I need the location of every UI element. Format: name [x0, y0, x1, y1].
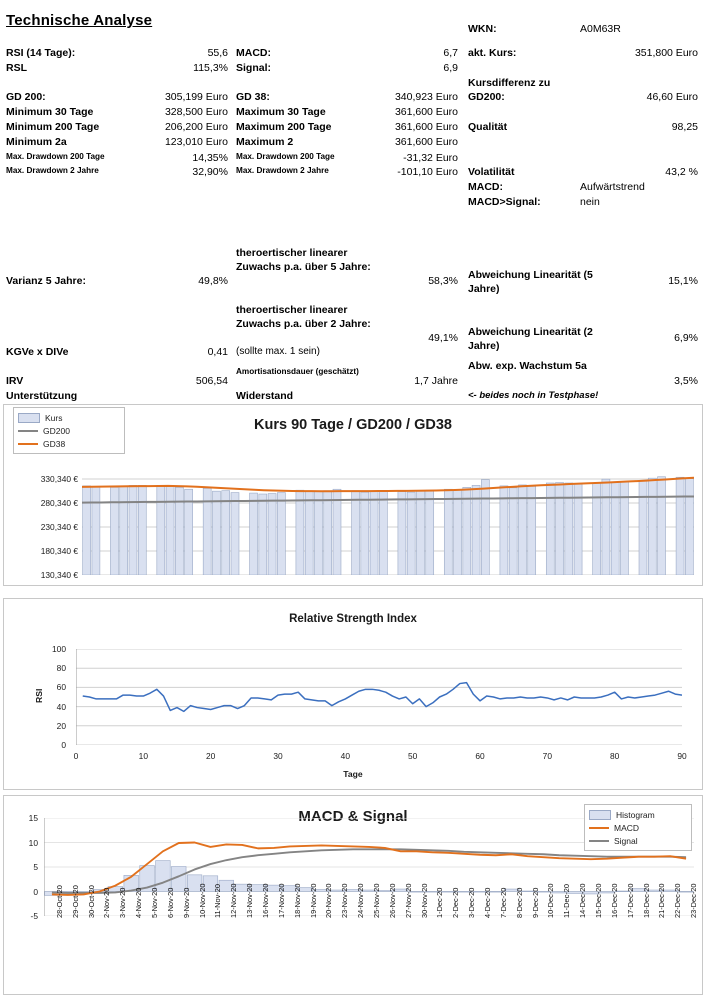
- chart-macd-date-label: 24-Nov-20: [356, 883, 366, 918]
- value-lin-growth-5y: 58,3%: [428, 275, 458, 287]
- chart-macd-date-label: 9-Nov-20: [181, 887, 191, 918]
- bar-swatch-icon: [589, 810, 611, 820]
- label-kgve-dive: KGVe x DIVe: [6, 346, 69, 358]
- label-volatilitaet: Volatilität: [468, 166, 515, 178]
- label-kursdiff-gd200: GD200:: [468, 91, 505, 103]
- chart-macd-date-label: 13-Nov-20: [245, 883, 255, 918]
- value-max-dd-200: -31,32 Euro: [403, 152, 458, 164]
- value-lin-growth-2y: 49,1%: [428, 332, 458, 344]
- chart-macd-date-label: 26-Nov-20: [387, 883, 397, 918]
- chart-kurs-y-tick: 330,340 €: [40, 474, 78, 484]
- chart-macd-title: MACD & Signal: [298, 808, 408, 825]
- chart-macd-date-label: 21-Dec-20: [657, 883, 667, 918]
- chart-rsi-x-tick: 30: [273, 751, 283, 761]
- value-abw-lin-2y: 6,9%: [674, 332, 698, 344]
- legend-label-macd: MACD: [614, 822, 640, 833]
- label-gd200: GD 200:: [6, 91, 46, 103]
- chart-rsi-x-tick: 40: [340, 751, 350, 761]
- chart-rsi-y-tick: 0: [61, 740, 66, 750]
- chart-rsi-x-tick: 60: [475, 751, 485, 761]
- label-wkn: WKN:: [468, 23, 497, 35]
- label-max-dd-2j: Max. Drawdown 2 Jahre: [236, 166, 329, 175]
- chart-macd-date-label: 16-Nov-20: [261, 883, 271, 918]
- chart-macd-date-label: 27-Nov-20: [403, 883, 413, 918]
- legend-item-histogram[interactable]: [589, 808, 685, 821]
- label-qualitaet: Qualität: [468, 121, 508, 133]
- label-abw-lin-5y: Abweichung Linearität (5 Jahre): [468, 269, 593, 295]
- chart-macd-y-tick: 15: [28, 813, 38, 823]
- chart-macd-legend[interactable]: [584, 804, 692, 851]
- chart-macd-date-label: 4-Nov-20: [134, 887, 144, 918]
- value-kgve-dive: 0,41: [207, 346, 228, 358]
- value-min-200: 206,200 Euro: [164, 121, 228, 133]
- chart-macd-date-label: 30-Oct-20: [86, 885, 96, 918]
- legend-item-macd[interactable]: [589, 821, 685, 834]
- label-lin-growth-5y: theroertischer linearer Zuwachs p.a. über 5 Jahre:: [236, 247, 371, 273]
- value-min-2a: 123,010 Euro: [164, 136, 228, 148]
- chart-macd-y-tick: -5: [30, 911, 38, 921]
- chart-macd-y-tick: 10: [28, 837, 38, 848]
- label-min-2a: Minimum 2a: [6, 136, 67, 148]
- chart-kurs-plot-area[interactable]: [82, 467, 694, 575]
- value-irv: 506,54: [195, 375, 228, 387]
- legend-label-kurs: Kurs: [45, 412, 63, 423]
- chart-rsi[interactable]: [3, 598, 703, 790]
- chart-macd-date-label: 25-Nov-20: [372, 883, 381, 918]
- chart-kurs-y-tick: 230,340 €: [40, 522, 78, 532]
- value-max-30: 361,600 Euro: [394, 106, 458, 118]
- chart-macd-date-label: 6-Nov-20: [165, 887, 175, 918]
- chart-kurs-title: Kurs 90 Tage / GD200 / GD38: [254, 417, 452, 433]
- chart-macd-date-label: 23-Nov-20: [340, 883, 350, 918]
- label-rsl: RSL: [6, 62, 27, 74]
- chart-macd-date-label: 3-Dec-20: [467, 887, 477, 918]
- label-max-200: Maximum 200 Tage: [236, 121, 332, 133]
- value-qualitaet: 98,25: [671, 121, 698, 133]
- chart-macd[interactable]: [3, 795, 703, 995]
- label-max-30: Maximum 30 Tage: [236, 106, 326, 118]
- chart-macd-date-label: 3-Nov-20: [118, 887, 128, 918]
- value-dd-2j: 32,90%: [192, 166, 228, 178]
- note-testphase: <- beides noch in Testphase!: [468, 390, 599, 401]
- chart-kurs-y-tick: 280,340 €: [40, 498, 78, 508]
- chart-macd-date-label: 4-Dec-20: [482, 887, 492, 918]
- chart-macd-date-label: 22-Dec-20: [673, 883, 683, 918]
- value-gd38: 340,923 Euro: [394, 91, 458, 103]
- chart-macd-date-label: 17-Nov-20: [276, 883, 286, 918]
- label-lin-growth-2y: theroertischer linearer Zuwachs p.a. über 2 Jahre:: [236, 304, 371, 330]
- chart-macd-date-label: 19-Nov-20: [308, 883, 318, 918]
- chart-macd-date-label: 10-Nov-20: [197, 883, 207, 918]
- value-abw-exp-wachstum: 3,5%: [674, 375, 698, 387]
- chart-macd-date-label: 29-Oct-20: [70, 885, 80, 918]
- label-min-200: Minimum 200 Tage: [6, 121, 100, 133]
- value-rsl: 115,3%: [193, 62, 228, 74]
- legend-label-histogram: Histogram: [616, 809, 655, 820]
- label-rsi: RSI (14 Tage):: [6, 47, 76, 59]
- label-varianz: Varianz 5 Jahre:: [6, 275, 86, 287]
- chart-macd-date-label: 2-Dec-20: [451, 887, 461, 918]
- chart-rsi-y-tick: 60: [56, 682, 66, 693]
- chart-rsi-x-tick: 50: [407, 751, 418, 761]
- chart-kurs-y-tick: 130,340 €: [40, 570, 78, 580]
- chart-rsi-y-tick: 100: [52, 644, 66, 654]
- label-widerstand: Widerstand: [236, 390, 294, 402]
- value-gd200: 305,199 Euro: [164, 91, 228, 103]
- label-dd-200: Max. Drawdown 200 Tage: [6, 152, 105, 161]
- value-max-2: 361,600 Euro: [394, 136, 458, 148]
- chart-macd-date-label: 8-Dec-20: [514, 887, 524, 918]
- chart-kurs-legend[interactable]: [13, 407, 125, 454]
- value-volatilitaet: 43,2 %: [665, 166, 698, 178]
- value-dd-200: 14,35%: [192, 152, 228, 164]
- label-gd38: GD 38:: [236, 91, 270, 103]
- value-min-30: 328,500 Euro: [164, 106, 228, 118]
- chart-rsi-x-tick: 80: [609, 751, 620, 761]
- label-abw-lin-2y: Abweichung Linearität (2 Jahre): [468, 326, 593, 352]
- label-dd-2j: Max. Drawdown 2 Jahre: [6, 166, 99, 175]
- page-title: Technische Analyse: [6, 12, 153, 29]
- chart-macd-date-label: 7-Dec-20: [498, 887, 508, 918]
- line-swatch-orange-icon: [589, 827, 609, 829]
- note-max-1: (sollte max. 1 sein): [236, 346, 320, 357]
- label-unterstuetzung: Unterstützung: [6, 390, 78, 402]
- chart-macd-date-label: 11-Dec-20: [562, 884, 572, 918]
- chart-macd-date-label: 28-Oct-20: [54, 885, 64, 918]
- chart-kurs-90-tage[interactable]: [3, 404, 703, 586]
- chart-rsi-x-tick: 90: [677, 751, 687, 761]
- value-signal: 6,9: [443, 62, 458, 74]
- chart-kurs-y-tick: 180,340 €: [40, 546, 78, 556]
- legend-item-kurs[interactable]: [18, 411, 118, 424]
- chart-macd-date-label: 1-Dec-20: [435, 887, 445, 918]
- legend-item-signal[interactable]: [589, 834, 685, 847]
- chart-macd-date-label: 23-Dec-20: [689, 883, 699, 918]
- legend-item-gd200[interactable]: [18, 424, 118, 437]
- chart-rsi-x-tick: 70: [542, 751, 552, 761]
- label-min-30: Minimum 30 Tage: [6, 106, 94, 118]
- legend-item-gd38[interactable]: [18, 437, 118, 450]
- bar-swatch-icon: [18, 413, 40, 423]
- chart-macd-date-label: 18-Nov-20: [292, 883, 302, 918]
- chart-macd-date-label: 9-Dec-20: [530, 887, 540, 918]
- label-amortisation: Amortisationsdauer (geschätzt): [236, 367, 359, 376]
- label-max-2: Maximum 2: [236, 136, 294, 148]
- chart-macd-date-label: 16-Dec-20: [609, 883, 619, 918]
- chart-macd-date-label: 17-Dec-20: [625, 883, 635, 918]
- chart-rsi-y-axis-label: RSI: [34, 688, 44, 703]
- value-kursdiff-gd200: 46,60 Euro: [646, 91, 698, 103]
- chart-macd-date-label: 2-Nov-20: [102, 887, 112, 918]
- chart-rsi-y-tick: 20: [56, 720, 66, 731]
- line-swatch-gray-icon: [589, 840, 609, 842]
- value-varianz: 49,8%: [198, 275, 228, 287]
- label-irv: IRV: [6, 375, 24, 387]
- chart-macd-y-tick: 0: [33, 886, 38, 897]
- chart-macd-date-label: 14-Dec-20: [578, 883, 588, 918]
- line-swatch-gray-icon: [18, 430, 38, 432]
- value-abw-lin-5y: 15,1%: [668, 275, 698, 287]
- legend-label-gd38: GD38: [43, 438, 66, 449]
- summary-data-block: Technische Analyse RSI (14 Tage): RSL GD 200: Minimum 30 Tage Minimum 200 Tage Minimum 2a Max. Drawdown 200 Tage Max. Drawdown 2 Jahre 55,6 115,3% 305,199 Euro 328,500 Euro 206,200 Euro 123,010 Euro 14,35% 32,90% MACD: Signal: GD 38: Maximum 30 Tage Maximum 200 Tage Maximum 2 Max. Drawdown 200 Tage Max. Drawdown 2 Jahre 6,7 6,9 340,923 Euro 361,600 Euro 361,600 Euro 361,600 Euro -31,32 Euro -101,10 Euro WKN: akt. Kurs: Kursdifferenz zu GD200: Qualität Volatilität MACD: MACD>Signal: A0M63R 351,800 Euro 46,60 Euro 98,25 43,2 % Aufwärtstrend nein theroertischer linearer Zuwachs p.a. über 5 Jahre: Varianz 5 Jahre: 49,8% 58,3% Abweichung Linearität (5 Jahre) 15,1% theroertischer linearer Zuwachs p.a. über 2 Jahre: (sollte max. 1 sein) KGVe x DIVe 0,41 49,1% Abweichung Linearität (2 Jahre) 6,9% Amortisationsdauer (geschätzt) IRV 506,54 1,7 Jahre Abw. exp. Wachstum 5a 3,5% Unterstützung Widerstand <- beides noch in Testphase!: [6, 12, 698, 402]
- line-swatch-orange-icon: [18, 443, 38, 445]
- label-macd: MACD:: [236, 47, 271, 59]
- label-macd-trend: MACD:: [468, 181, 503, 193]
- chart-rsi-x-tick: 10: [138, 751, 148, 761]
- label-signal: Signal:: [236, 62, 272, 74]
- chart-rsi-title: Relative Strength Index: [289, 613, 417, 625]
- label-max-dd-200: Max. Drawdown 200 Tage: [236, 152, 335, 161]
- value-rsi: 55,6: [207, 47, 228, 59]
- chart-macd-date-label: 5-Nov-20: [150, 887, 160, 918]
- chart-rsi-y-tick: 80: [56, 663, 66, 674]
- label-kursdifferenz: Kursdifferenz zu: [468, 77, 551, 89]
- legend-label-gd200: GD200: [43, 425, 70, 436]
- value-amortisation: 1,7 Jahre: [414, 375, 458, 387]
- value-max-200: 361,600 Euro: [394, 121, 458, 133]
- chart-macd-date-label: 11-Nov-20: [213, 884, 223, 918]
- label-akt-kurs: akt. Kurs:: [468, 47, 517, 59]
- chart-rsi-y-tick: 40: [56, 701, 66, 712]
- label-macd-gt-signal: MACD>Signal:: [468, 196, 541, 208]
- chart-macd-date-label: 20-Nov-20: [324, 883, 334, 918]
- chart-macd-date-label: 30-Nov-20: [419, 883, 429, 918]
- label-abw-exp-wachstum: Abw. exp. Wachstum 5a: [468, 360, 587, 372]
- chart-rsi-x-axis-label: Tage: [343, 769, 363, 779]
- chart-macd-date-label: 15-Dec-20: [593, 883, 603, 918]
- chart-macd-date-label: 18-Dec-20: [641, 883, 651, 918]
- chart-rsi-x-tick: 20: [205, 751, 216, 761]
- chart-macd-date-label: 10-Dec-20: [546, 883, 556, 918]
- chart-macd-y-tick: 5: [33, 862, 38, 872]
- value-max-dd-2j: -101,10 Euro: [397, 166, 458, 178]
- chart-macd-date-label: 12-Nov-20: [229, 883, 239, 918]
- value-macd: 6,7: [443, 47, 458, 59]
- value-akt-kurs: 351,800 Euro: [634, 47, 698, 59]
- chart-rsi-x-tick: 0: [73, 751, 79, 761]
- legend-label-signal: Signal: [614, 835, 638, 846]
- chart-rsi-plot-area[interactable]: [76, 649, 682, 745]
